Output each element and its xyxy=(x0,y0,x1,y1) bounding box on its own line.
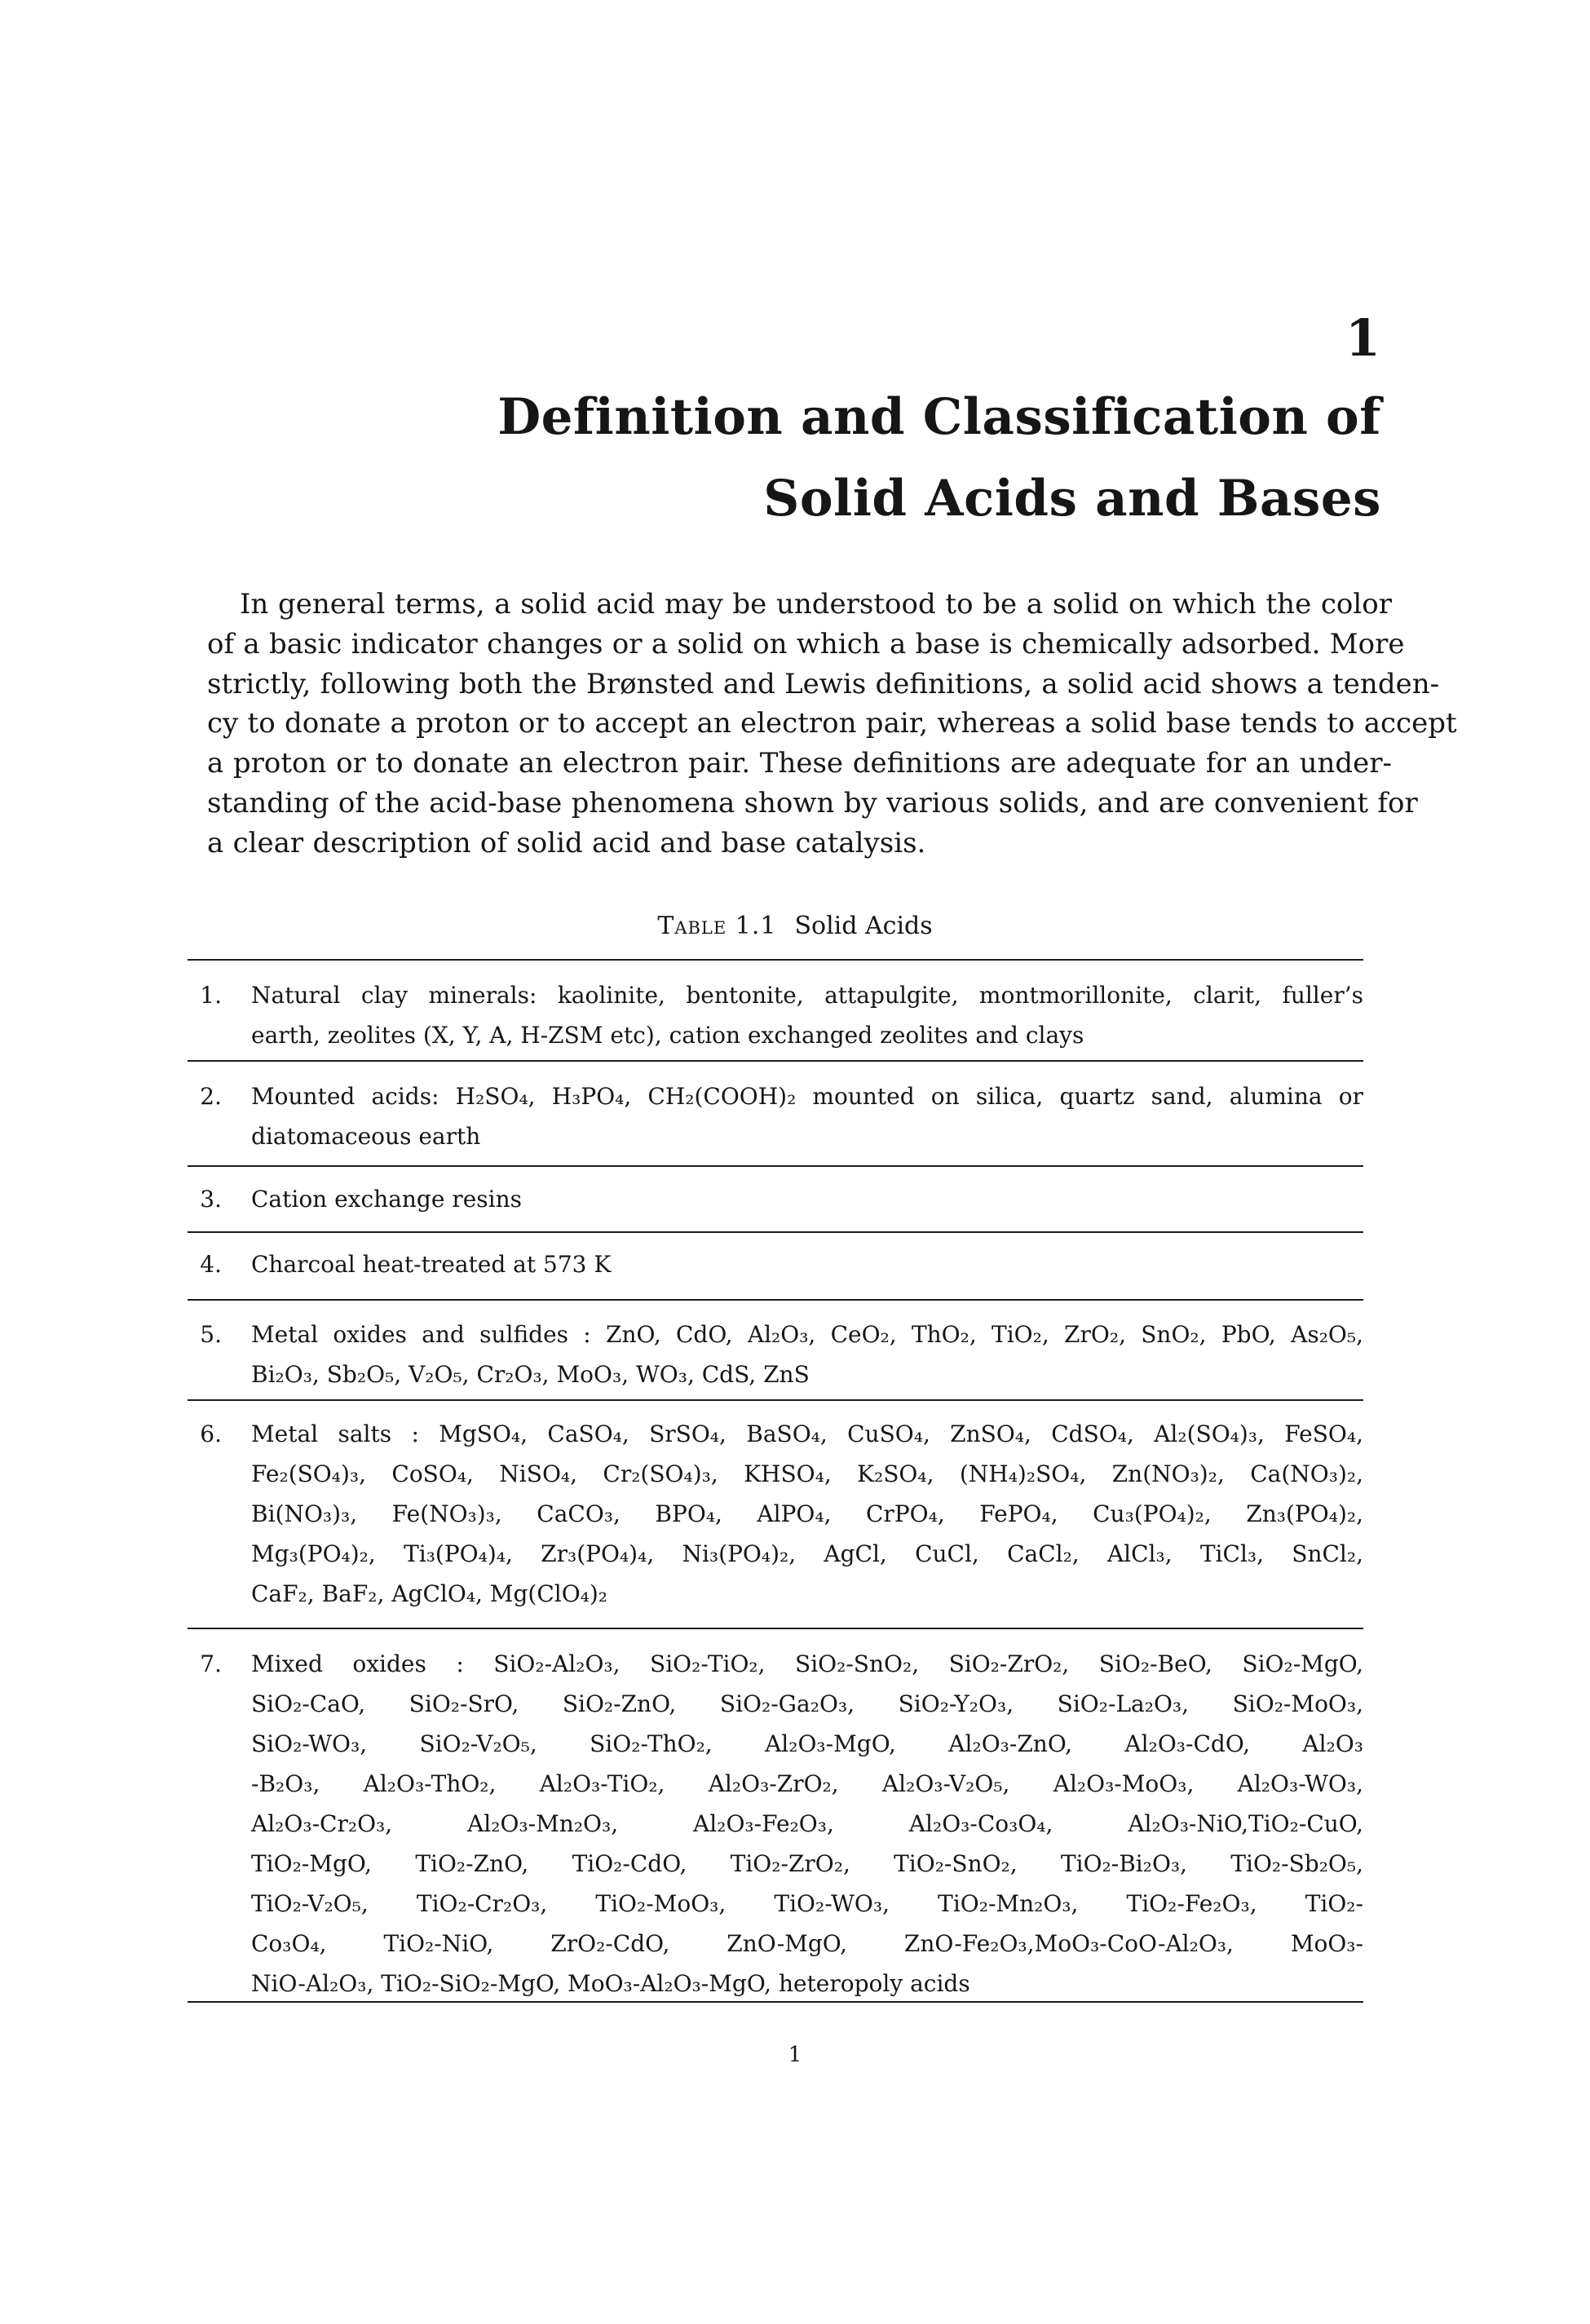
row-number: 6. xyxy=(200,1420,222,1447)
row-number: 4. xyxy=(200,1251,222,1278)
chapter-title xyxy=(321,377,1381,540)
row-line: Charcoal heat-treated at 573 K xyxy=(251,1251,612,1278)
row-number: 5. xyxy=(200,1321,222,1348)
intro-line: a clear description of solid acid and base catalysis. xyxy=(207,826,926,859)
row-text xyxy=(251,1179,1363,1219)
row-line: TiO₂-V₂O₅, TiO₂-Cr₂O₃, TiO₂-MoO₃, TiO₂-WO₃, TiO₂-Mn₂O₃, TiO₂-Fe₂O₃, TiO₂- xyxy=(251,1890,1363,1917)
row-line: SiO₂-CaO, SiO₂-SrO, SiO₂-ZnO, SiO₂-Ga₂O₃, SiO₂-Y₂O₃, SiO₂-La₂O₃, SiO₂-MoO₃, xyxy=(251,1690,1363,1717)
row-number: 2. xyxy=(200,1083,222,1110)
row-line: NiO-Al₂O₃, TiO₂-SiO₂-MgO, MoO₃-Al₂O₃-MgO, heteropoly acids xyxy=(251,1970,970,1997)
row-divider xyxy=(188,1165,1363,1167)
intro-paragraph xyxy=(207,585,1457,864)
row-line: Mixed oxides : SiO₂-Al₂O₃, SiO₂-TiO₂, SiO₂-SnO₂, SiO₂-ZrO₂, SiO₂-BeO, SiO₂-MgO, xyxy=(251,1650,1363,1677)
table-caption-label: Table 1.1 xyxy=(657,912,777,940)
row-line: Co₃O₄, TiO₂-NiO, ZrO₂-CdO, ZnO-MgO, ZnO-Fe₂O₃,MoO₃-CoO-Al₂O₃, MoO₃- xyxy=(251,1930,1363,1957)
row-number: 1. xyxy=(200,982,222,1009)
row-text xyxy=(251,975,1363,1055)
row-text xyxy=(251,1644,1363,2004)
row-text xyxy=(251,1314,1363,1394)
row-text xyxy=(251,1414,1363,1614)
table-bottom-rule xyxy=(188,2001,1363,2003)
intro-line: standing of the acid-base phenomena shown by various solids, and are convenient for xyxy=(207,786,1418,820)
row-line: Fe₂(SO₄)₃, CoSO₄, NiSO₄, Cr₂(SO₄)₃, KHSO₄, K₂SO₄, (NH₄)₂SO₄, Zn(NO₃)₂, Ca(NO₃)₂, xyxy=(251,1460,1363,1487)
table-top-rule xyxy=(188,959,1363,961)
row-divider xyxy=(188,1299,1363,1301)
row-text xyxy=(251,1076,1363,1156)
row-divider xyxy=(188,1231,1363,1233)
intro-line: cy to donate a proton or to accept an electron pair, whereas a solid base tends to accept xyxy=(207,707,1457,740)
row-line: Mounted acids: H₂SO₄, H₃PO₄, CH₂(COOH)₂ mounted on silica, quartz sand, alumina or xyxy=(251,1083,1363,1110)
row-divider xyxy=(188,1628,1363,1629)
row-line: Bi(NO₃)₃, Fe(NO₃)₃, CaCO₃, BPO₄, AlPO₄, CrPO₄, FePO₄, Cu₃(PO₄)₂, Zn₃(PO₄)₂, xyxy=(251,1500,1363,1527)
row-line: -B₂O₃, Al₂O₃-ThO₂, Al₂O₃-TiO₂, Al₂O₃-ZrO₂, Al₂O₃-V₂O₅, Al₂O₃-MoO₃, Al₂O₃-WO₃, xyxy=(251,1770,1363,1797)
row-text xyxy=(251,1244,1363,1284)
intro-line: a proton or to donate an electron pair. These definitions are adequate for an under- xyxy=(207,747,1392,780)
intro-line: strictly, following both the Brønsted and Lewis definitions, a solid acid shows a tenden- xyxy=(207,667,1440,700)
row-line: Metal oxides and sulfides : ZnO, CdO, Al₂O₃, CeO₂, ThO₂, TiO₂, ZrO₂, SnO₂, PbO, As₂O₅, xyxy=(251,1321,1363,1348)
chapter-number: 1 xyxy=(1345,308,1381,368)
row-line: diatomaceous earth xyxy=(251,1123,481,1150)
row-number: 3. xyxy=(200,1186,222,1213)
row-line: Bi₂O₃, Sb₂O₅, V₂O₅, Cr₂O₃, MoO₃, WO₃, CdS, ZnS xyxy=(251,1361,810,1388)
row-line: earth, zeolites (X, Y, A, H-ZSM etc), cation exchanged zeolites and clays xyxy=(251,1022,1084,1049)
row-divider xyxy=(188,1060,1363,1062)
row-line: Cation exchange resins xyxy=(251,1186,522,1213)
row-number: 7. xyxy=(200,1650,222,1677)
intro-line: In general terms, a solid acid may be understood to be a solid on which the color xyxy=(240,588,1392,621)
row-line: Metal salts : MgSO₄, CaSO₄, SrSO₄, BaSO₄, CuSO₄, ZnSO₄, CdSO₄, Al₂(SO₄)₃, FeSO₄, xyxy=(251,1420,1363,1447)
row-line: Al₂O₃-Cr₂O₃, Al₂O₃-Mn₂O₃, Al₂O₃-Fe₂O₃, Al₂O₃-Co₃O₄, Al₂O₃-NiO,TiO₂-CuO, xyxy=(251,1810,1363,1837)
row-line: SiO₂-WO₃, SiO₂-V₂O₅, SiO₂-ThO₂, Al₂O₃-MgO, Al₂O₃-ZnO, Al₂O₃-CdO, Al₂O₃ xyxy=(251,1730,1363,1757)
chapter-title-line: Solid Acids and Bases xyxy=(763,470,1381,528)
chapter-title-line: Definition and Classification of xyxy=(497,388,1381,446)
row-divider xyxy=(188,1399,1363,1401)
row-line: CaF₂, BaF₂, AgClO₄, Mg(ClO₄)₂ xyxy=(251,1580,608,1607)
row-line: Mg₃(PO₄)₂, Ti₃(PO₄)₄, Zr₃(PO₄)₄, Ni₃(PO₄)₂, AgCl, CuCl, CaCl₂, AlCl₃, TiCl₃, SnCl₂, xyxy=(251,1540,1363,1567)
row-line: TiO₂-MgO, TiO₂-ZnO, TiO₂-CdO, TiO₂-ZrO₂, TiO₂-SnO₂, TiO₂-Bi₂O₃, TiO₂-Sb₂O₅, xyxy=(251,1850,1363,1877)
intro-line: of a basic indicator changes or a solid on which a base is chemically adsorbed. More xyxy=(207,627,1405,661)
table-caption-title: Solid Acids xyxy=(794,912,933,940)
row-line: Natural clay minerals: kaolinite, bentonite, attapulgite, montmorillonite, clarit, fuller’s xyxy=(251,982,1363,1009)
table-caption xyxy=(0,910,1590,943)
page-number: 1 xyxy=(788,2043,802,2067)
